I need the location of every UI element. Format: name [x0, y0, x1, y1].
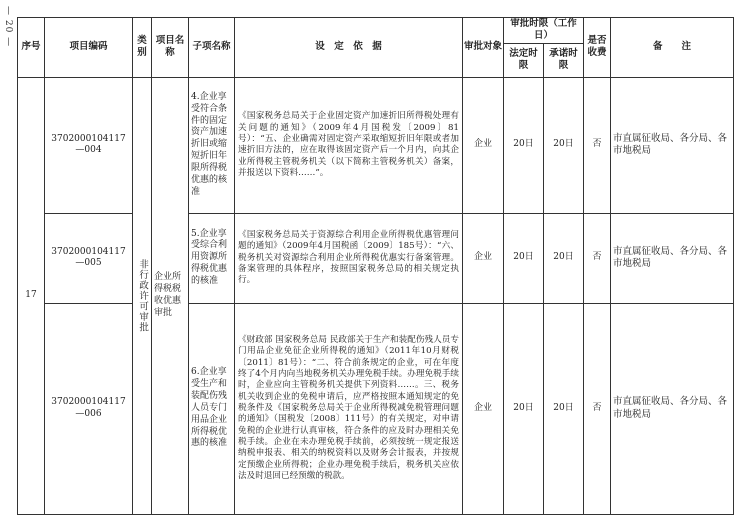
- basis-cell: 《国家税务总局关于资源综合利用企业所得税优惠管理问题的通知》（2009年4月国税函〔2009〕185号）：“六、税务机关对资源综合利用企业所得税优惠实行备案管理。备案管理的具体程序，按照国家税务总局的相关规定执行。: [235, 213, 463, 303]
- header-target: 审批对象: [463, 18, 504, 78]
- table-row: [18, 213, 734, 303]
- header-promise-limit: 承诺时限: [544, 43, 584, 77]
- fee-cell: 否: [584, 77, 611, 213]
- legal-limit-cell: 20日: [504, 77, 544, 213]
- target-cell: 企业: [463, 77, 504, 213]
- header-fee: 是否收费: [584, 18, 611, 78]
- table-row: [18, 303, 734, 514]
- remark-cell: 市直属征收局、各分局、各市地税局: [611, 77, 734, 213]
- table-row: [18, 77, 734, 213]
- target-cell: 企业: [463, 303, 504, 514]
- promise-limit-cell: 20日: [544, 213, 584, 303]
- header-basis: 设 定 依 据: [235, 18, 463, 78]
- category-cell: [133, 77, 152, 514]
- header-sub-name: 子项名称: [189, 18, 235, 78]
- legal-limit-cell: 20日: [504, 303, 544, 514]
- code-cell: 3702000104117—006: [45, 303, 133, 514]
- header-legal-limit: 法定时限: [504, 43, 544, 77]
- sub-name-cell: 4.企业享受符合条件的固定资产加速折旧或缩短折旧年限所得税优惠的核准: [189, 77, 235, 213]
- project-name-cell: 企业所得税税收优惠审批: [152, 77, 189, 514]
- approval-items-table: [17, 17, 734, 515]
- header-code: 项目编码: [45, 18, 133, 78]
- code-cell: 3702000104117—004: [45, 77, 133, 213]
- header-time-limit: 审批时限（工作日）: [504, 18, 584, 44]
- target-cell: 企业: [463, 213, 504, 303]
- promise-limit-cell: 20日: [544, 77, 584, 213]
- fee-cell: 否: [584, 213, 611, 303]
- header-remark: 备 注: [611, 18, 734, 78]
- basis-cell: 《财政部 国家税务总局 民政部关于生产和装配伤残人员专门用品企业免征企业所得税的通知》（2011年10月财税〔2011〕81号）：“二、符合前条规定的企业，可在年度终了4个月内向当地税务机关办理免税手续。办理免税手续时，企业应向主管税务机关提供下列资料……。三、税务机关收到企业的免税申请后，应严格按照本通知规定的免税条件及《国家税务总局关于企业所得税减免税管理问题的通知》（国税发〔2008〕111号）的有关规定，对申请免税的企业进行认真审核，符合条件的应及时办理相关免税手续。企业在未办理免税手续前，必须按统一规定报送纳税申报表、相关的纳税资料以及财务会计报表，并按规定预缴企业所得税；企业办理免税手续后，税务机关应依法及时退回已经预缴的税款。: [235, 303, 463, 514]
- header-row: [18, 18, 734, 44]
- sub-name-cell: 6.企业享受生产和装配伤残人员专门用品企业所得税优惠的核准: [189, 303, 235, 514]
- sub-name-cell: 5.企业享受综合利用资源所得税优惠的核准: [189, 213, 235, 303]
- remark-cell: 市直属征收局、各分局、各市地税局: [611, 213, 734, 303]
- header-seq: 序号: [18, 18, 45, 78]
- page-number: — 20 —: [3, 6, 13, 48]
- seq-cell: 17: [18, 77, 45, 514]
- legal-limit-cell: 20日: [504, 213, 544, 303]
- header-project-name: 项目名称: [152, 18, 189, 78]
- basis-cell: 《国家税务总局关于企业固定资产加速折旧所得税处理有关问题的通知》（2009年4月国税发〔2009〕81号）：“五、企业确需对固定资产采取缩短折旧年限或者加速折旧方法的，应在取得该固定资产后一个月内，向其企业所得税主管税务机关（以下简称主管税务机关）备案，并报送以下资料……”。: [235, 77, 463, 213]
- fee-cell: 否: [584, 303, 611, 514]
- code-cell: 3702000104117—005: [45, 213, 133, 303]
- remark-cell: 市直属征收局、各分局、各市地税局: [611, 303, 734, 514]
- promise-limit-cell: 20日: [544, 303, 584, 514]
- header-category: 类别: [133, 18, 152, 78]
- category-text: 非行政许可审批: [137, 258, 149, 333]
